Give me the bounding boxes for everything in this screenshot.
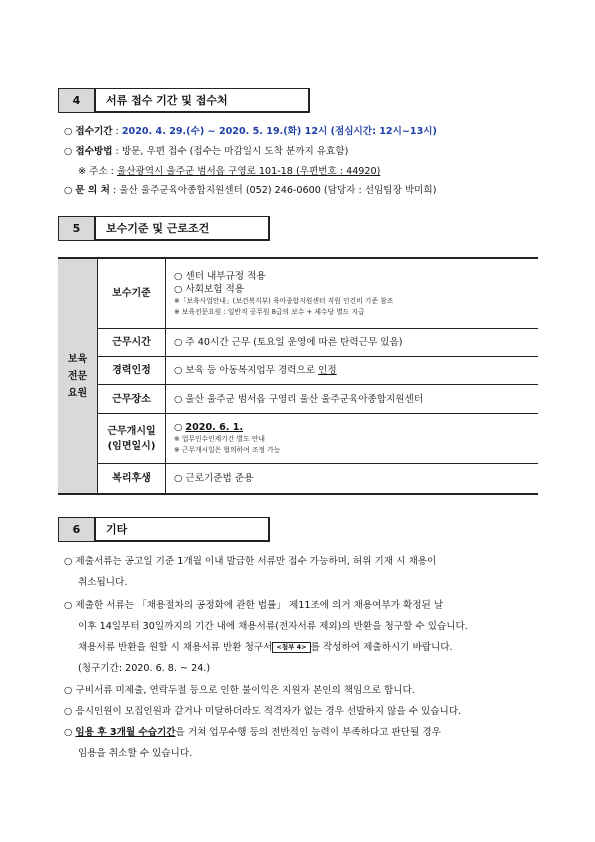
section-number: 5 [58,216,96,241]
row-content: ○ 주 40시간 근무 (토요일 운영에 따른 탄력근무 있음) [174,337,403,348]
section-5-header [58,216,270,241]
section-title: 서류 접수 기간 및 접수처 [96,88,310,113]
table-row-place [98,385,538,414]
row-content: ○ 울산 울주군 범서읍 구영리 울산 울주군육아종합지원센터 [174,393,424,405]
section-number: 4 [58,88,96,113]
section-title: 기타 [96,517,270,542]
table-row-career [98,357,538,385]
row-label: 근무개시일 (임면일시) [98,414,166,463]
row-label: 근무시간 [98,329,166,356]
section-number: 6 [58,517,96,542]
row-content: ○ 보육 등 아동복지업무 경력으로 인정 [174,365,337,376]
note-item-2-period: (청구기간: 2020. 6. 8. ~ 24.) [78,663,211,674]
working-conditions-table [58,257,538,495]
row-label: 보수기준 [98,259,166,328]
table-row-welfare [98,464,538,493]
row-label: 복리후생 [98,464,166,493]
section-title: 보수기준 및 근로조건 [96,216,270,241]
note-item-4: ○ 응시인원이 모집인원과 같거나 미달하더라도 적격자가 없는 경우 선발하지 않을 수 있습니다. [64,706,462,717]
receipt-address: ※ 주소 : 울산광역시 울주군 범서읍 구영로 101-18 (우편번호 : 44920) [78,166,381,177]
table-row-salary [98,259,538,329]
section-4-header [58,88,310,113]
row-content: ○ 2020. 6. 1. ※ 업무인수인계기간 별도 안내 ※ 근무개시일은 협의하여 조정 가능 [174,422,281,454]
note-item-5-cont: 임용을 취소할 수 있습니다. [78,748,193,759]
row-content: ○ 근로기준법 준용 [174,473,254,484]
receipt-period: ○ 접수기간 : 2020. 4. 29.(수) ~ 2020. 5. 19.(화) 12시 (점심시간: 12시~13시) [64,126,437,137]
note-item-3: ○ 구비서류 미제출, 연락두절 등으로 인한 불이익은 지원자 본인의 책임으로 합니다. [64,685,415,696]
inquiry-contact: ○ 문 의 처 : 울산 울주군육아종합지원센터 (052) 246-0600 (담당자 : 선임팀장 박미희) [64,185,437,196]
note-item-1-cont: 취소됩니다. [78,577,128,588]
note-item-2-cont: 이후 14일부터 30일까지의 기간 내에 채용서류(전자서류 제외)의 반환을 청구할 수 있습니다. [78,621,468,632]
note-item-2-cont2: 채용서류 반환을 원할 시 채용서류 반환 청구서 <첨부 4> 를 작성하여 제출하시기 바랍니다. [78,642,453,653]
row-label: 근무장소 [98,385,166,413]
section-6-header [58,517,270,542]
note-item-5: ○ 임용 후 3개월 수습기간을 거쳐 업무수행 등의 전반적인 능력이 부족하다고 판단될 경우 [64,727,441,738]
row-label: 경력인정 [98,357,166,384]
group-label: 보육 전문 요원 [58,259,98,493]
note-item-1: ○ 제출서류는 공고일 기준 1개월 이내 발급한 서류만 접수 가능하며, 허위 기재 시 채용이 [64,556,437,567]
table-row-start-date [98,414,538,464]
note-item-2: ○ 제출한 서류는 「채용절차의 공정화에 관한 법률」 제11조에 의거 채용여부가 확정된 날 [64,600,444,611]
table-row-hours [98,329,538,357]
row-content: ○ 센터 내부규정 적용 ○ 사회보험 적용 ※「보육사업안내」(보건복지부) 육아종합지원센터 직원 인건비 기준 참조 ※ 보육전문요원 : 일반직 공무원 8급의 보수 + 제수당 별도 지급 [174,270,394,316]
attachment-tag: <첨부 4> [272,642,310,653]
receipt-method: ○ 접수방법 : 방문, 우편 접수 (접수는 마감일시 도착 분까지 유효함) [64,146,349,157]
